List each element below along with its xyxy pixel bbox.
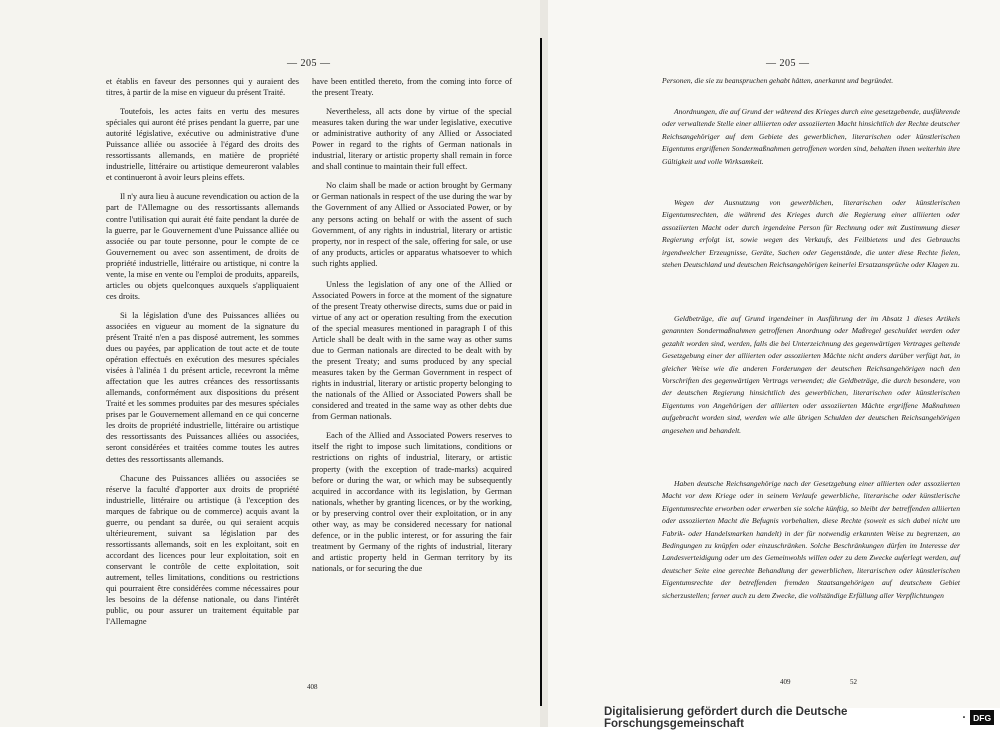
german-paragraph-text: Anordnungen, die auf Grund der während des Krieges durch eine gesetzgebende, ausführende oder verwaltende Stelle einer alliierten oder assoziierten Macht hinsichtlich der Rechte deutscher Reichsangehöriger auf dem Gebiete des gewerblichen, literarischen oder künstlerischen Eigentums ergriffenen Sondermaßnahmen getroffenen worden sind, behalten ihnen weiterhin ihre Gültigkeit und volle Wirksamkeit. [662,107,960,166]
footer-banner [604,705,1000,730]
german-paragraph [662,75,960,87]
german-paragraph-text: Wegen der Ausnutzung von gewerblichen, literarischen oder künstlerischen Eigentumsrechten, die während des Krieges durch die Regierung einer alliierten oder assoziierten Macht oder durch irgendeine Person für Rechnung oder mit Zustimmung dieser Regierung erfolgt ist, sowie wegen des Verkaufs, des Feilbietens und des Gebrauchs irgendwelcher Erzeugnisse, Geräte, Sachen oder Gegenstände, die unter diese Rechte fielen, stehen Deutschland und deutschen Reichsangehörigen keinerlei Ersatzansprüche oder Klagen zu. [662,198,960,270]
german-paragraph [662,197,960,271]
german-paragraph-text: Haben deutsche Reichsangehörige nach der Gesetzgebung einer alliierten oder assoziierten Macht vor dem Kriege oder in seinem Verlaufe gewerbliche, literarische oder künstlerische Eigentumsrechte erworben oder erwerben sie solche künftig, so bleibt der betreffenden alliierten oder assoziierten Macht die Befugnis vorbehalten, diese Rechte (soweit es sich dabei nicht um Fabrik- oder Handelsmarken handelt) in der für notwendig erkannten Weise zu begrenzen, an Bedingungen zu knüpfen oder einzuschränken. Solche Beschränkungen dürfen im Interesse der Landesverteidigung oder um des Gemeinwohls willen oder zu dem Zwecke auferlegt werden, auf deutscher Seite eine gerechte Behandlung der gewerblichen, literarischen oder künstlerischen Eigentumsrechte der betreffenden fremden Staatsangehörigen auf deutschem Gebiet sicherzustellen; ferner auch zu dem Zwecke, die vollständige Erfüllung aller Verpflichtungen [662,479,960,600]
french-column [106,76,299,635]
footer-text: Digitalisierung gefördert durch die Deutsche Forschungsgemeinschaft [604,705,848,730]
french-paragraph: et établis en faveur des personnes qui y auraient des titres, à partir de la mise en vigueur du présent Traité. [106,77,299,98]
page-divider [540,38,542,706]
english-paragraph: have been entitled thereto, from the coming into force of the present Treaty. [312,77,512,98]
page-number-left: — 205 — [287,58,331,69]
english-paragraph: Each of the Allied and Associated Powers reserves to itself the right to impose such limitations, conditions or restrictions on rights of industrial, literary, or artistic property (with the exception of trade-marks) acquired before or during the war, or which may be subsequently acquired in accordance with its legislation, by German nationals, whether by granting licences, or by the working, or by preserving control over their exploitation, or in any other way, as may be considered necessary for national defence, or in the public interest, or for assuring the fair treatment by Germany of the rights of industrial, literary and artistic property held in German territory by its nationals, or for securing the due [312,431,512,573]
french-paragraph: Si la législation d'une des Puissances alliées ou associées en vigueur au moment de la signature du présent Traité n'en a pas disposé autrement, les sommes dues ou payées, par application de tout acte et de toute opération effectués en exécution des mesures spéciales visées à l'alinéa 1 du présent article, recevront la même affectation que les autres créances des ressortissants allemands, conformément aux dispositions du présent Traité et les sommes produites par des mesures spéciales prises par le Gouvernement allemand en ce qui concerne les droits de propriété industrielle, littéraire ou artistique des ressortissants des Puissances alliées ou associées, seront considérées et traitées comme toutes les autres dettes des ressortissants allemands. [106,310,299,464]
folio-extra: 52 [850,678,857,686]
folio-left: 408 [307,683,318,691]
french-paragraph: Toutefois, les actes faits en vertu des mesures spéciales qui auront été prises pendant la guerre, par une autorité législative, exécutive ou administrative d'une Puissance alliée ou associée à l'égard des droits des ressortissants allemands, en matière de propriété industrielle, littéraire ou artistique demeureront valables et continueront à avoir leurs pleins effets. [106,107,299,183]
dfg-logo-icon: DFG [970,710,994,725]
french-paragraph: Chacune des Puissances alliées ou associées se réserve la faculté d'apporter aux droits de propriété industrielle, littéraire ou artistique (à l'exception des marques de fabrique ou de commerce) acquis avant la guerre, ou pendant sa durée, ou qui seraient acquis ultérieurement, suivant sa législation par des ressortissants allemands, soit en les exploitant, soit en accordant des licences pour leur exploitation, soit en conservant le contrôle de cette exploitation, soit autrement, telles limitations, conditions ou restrictions qui pourraient être considérées comme nécessaires pour les besoins de la défense nationale, ou dans l'intérêt public, ou pour assurer un traitement équitable par l'Allemagne [106,473,299,627]
english-paragraph: Nevertheless, all acts done by virtue of the special measures taken during the war under legislative, executive or administrative authority of any Allied or Associated Power in regard to the rights of German nationals in industrial, literary or artistic property shall remain in force and shall continue to maintain their full effect. [312,107,512,172]
german-paragraph [662,106,960,168]
german-paragraph-text: Geldbeträge, die auf Grund irgendeiner in Ausführung der im Absatz 1 dieses Artikels genannten Sondermaßnahmen getroffenen Anordnung oder Maßregel geschuldet werden oder gezahlt worden sind, werden, falls die bei Unterzeichnung des gegenwärtigen Vertrages geltende Gesetzgebung einer der alliierten oder assoziierten Mächte nicht anders darüber verfügt hat, in gleicher Weise wie die anderen Forderungen der deutschen Reichsangehörigen nach den Vorschriften des gegenwärtigen Vertrags verwendet; die Geldbeträge, die durch besondere, von der deutschen Regierung hinsichtlich des gewerblichen, literarischen oder künstlerischen Eigentums von Angehörigen der alliierten oder assoziierten Mächte ergriffene Maßnahmen aufgebracht worden sind, werden wie alle übrigen Schulden der deutschen Reichsangehörigen angesehen und behandelt. [662,314,960,435]
footer-separator: · [962,711,967,724]
german-paragraph-text: Personen, die sie zu beanspruchen gehabt hätten, anerkannt und begründet. [662,76,894,85]
english-paragraph: No claim shall be made or action brought by Germany or German nationals in respect of the use during the war by the Government of any Allied or Associated Power, or by any persons acting on behalf or with the assent of such Government, of any rights in industrial, literary or artistic property, nor in respect of the sale, offering for sale, or use of any products, articles or apparatus whatsoever to which such rights applied. [312,181,512,268]
right-page [548,0,1000,727]
french-paragraph: Il n'y aura lieu à aucune revendication ou action de la part de l'Allemagne ou des ressortissants allemands contre l'utilisation qui aurait été faite pendant la durée de la guerre, par le Gouvernement d'une Puissance alliée ou associée ou par toute personne, pour le compte de ce Gouvernement ou avec son assentiment, de droits de propriété industrielle, littéraire ou artistique, ni contre la vente, la mise en vente ou l'emploi de produits, appareils, articles ou objets quelconques auxquels s'appliquaient ces droits. [106,192,299,301]
folio-right: 409 [780,678,791,686]
german-paragraph [662,478,960,602]
page-number-right: — 205 — [766,58,810,69]
english-paragraph: Unless the legislation of any one of the Allied or Associated Powers in force at the moment of the signature of the present Treaty otherwise directs, sums due or paid in virtue of any act or operation resulting from the execution of the special measures mentioned in paragraph I of this Article shall be dealt with in the same way as other sums due to German nationals are directed to be dealt with by the present Treaty; and sums produced by any special measures taken by the German Government in respect of rights in industrial, literary or artistic property belonging to the nationals of the Allied or Associated Powers shall be considered and treated in the same way as other debts due from German nationals. [312,279,512,422]
english-column [312,76,512,582]
german-paragraph [662,313,960,437]
